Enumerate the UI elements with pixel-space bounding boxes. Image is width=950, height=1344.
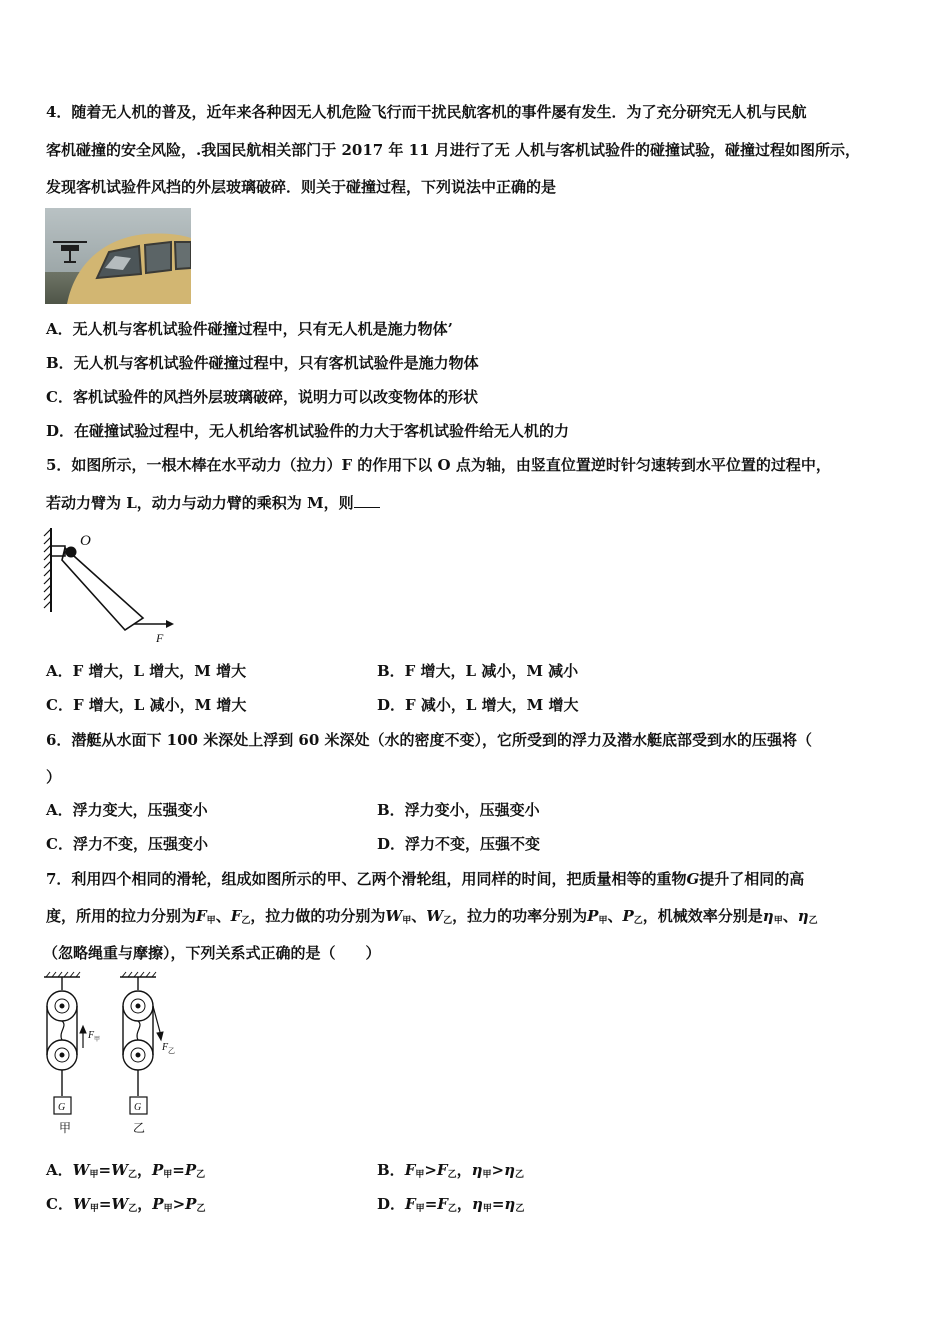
pivot-label: O xyxy=(80,533,91,549)
q6-option-a: A．浮力变大，压强变小 xyxy=(46,801,208,819)
weight-label-1: G xyxy=(58,1102,66,1113)
drone-collision-photo xyxy=(45,208,191,304)
sub-yi: 乙 xyxy=(241,916,251,926)
sep: 、 xyxy=(411,907,427,925)
sub-jia: 甲 xyxy=(402,916,412,926)
opt-sub: 甲 xyxy=(482,1204,492,1214)
opt-sub: 甲 xyxy=(415,1204,425,1214)
q7-option-d xyxy=(377,1194,524,1219)
sub-jia: 甲 xyxy=(206,916,216,926)
opt-sym: η xyxy=(471,1161,483,1179)
force-sub-yi: 乙 xyxy=(168,1047,175,1055)
sub-jia: 甲 xyxy=(598,916,608,926)
q6-option-c: C．浮力不变，压强变小 xyxy=(46,835,208,853)
q6-stem-line1: 6．潜艇从水面下 100 米深处上浮到 60 米深处（水的密度不变），它所受到的浮力及潜水艇底部受到水的压强将（ xyxy=(46,731,813,749)
q4-stem-line1: 4．随着无人机的普及，近年来各种因无人机危险飞行而干扰民航客机的事件屡有发生．为了充分研究无人机与民航 xyxy=(46,103,807,121)
q7-text-5: ，拉力的功率分别为 xyxy=(452,907,588,925)
opt-sub: 甲 xyxy=(163,1170,173,1180)
opt-sym: >F xyxy=(424,1161,448,1179)
weight-label-2: G xyxy=(134,1102,142,1113)
lever-figure xyxy=(40,524,180,646)
q6-option-b: B．浮力变小，压强变小 xyxy=(377,801,540,819)
opt-sep: ， xyxy=(137,1195,153,1213)
opt-letter: A． xyxy=(46,1161,73,1179)
sub-yi: 乙 xyxy=(808,916,818,926)
opt-sym: W xyxy=(72,1195,90,1213)
opt-sub: 甲 xyxy=(415,1170,425,1180)
opt-sym: η xyxy=(471,1195,483,1213)
sym-W2: W xyxy=(426,907,444,925)
opt-sym: F xyxy=(405,1195,416,1213)
q6-option-d: D．浮力不变，压强不变 xyxy=(377,835,541,853)
q4-option-c: C．客机试验件的风挡外层玻璃破碎，说明力可以改变物体的形状 xyxy=(46,388,478,406)
q4-option-a: A．无人机与客机试验件碰撞过程中，只有无人机是施力物体’ xyxy=(46,320,453,338)
opt-sub: 乙 xyxy=(128,1204,138,1214)
opt-sym: W xyxy=(72,1161,90,1179)
sym-eta1: η xyxy=(762,907,774,925)
sym-P2: P xyxy=(622,907,634,925)
q7-stem-line1 xyxy=(46,869,804,889)
q5-stem-text: 若动力臂为 L，动力与动力臂的乘积为 M，则 xyxy=(46,494,354,512)
sym-eta2: η xyxy=(797,907,809,925)
opt-letter: B． xyxy=(377,1161,405,1179)
force-label-jia: F xyxy=(88,1030,95,1041)
sep: 、 xyxy=(607,907,623,925)
force-label: F xyxy=(156,631,164,645)
q5-option-d: D．F 减小，L 增大，M 增大 xyxy=(377,696,579,714)
q4-stem-line2: 客机碰撞的安全风险，.我国民航相关部门于 2017 年 11 月进行了无 人机与客机试验件的碰撞试验，碰撞过程如图所示， xyxy=(46,141,860,159)
q7-text-3: 度，所用的拉力分别为 xyxy=(46,907,197,925)
opt-sym: =P xyxy=(172,1161,197,1179)
q7-text-1: 7．利用四个相同的滑轮，组成如图所示的甲、乙两个滑轮组，用同样的时间，把质量相等的重物 xyxy=(46,870,687,888)
q4-option-d: D．在碰撞试验过程中，无人机给客机试验件的力大于客机试验件给无人机的力 xyxy=(46,422,570,440)
answer-blank xyxy=(354,493,380,508)
q7-option-a xyxy=(46,1160,205,1185)
opt-sym: =η xyxy=(491,1195,516,1213)
pulley-figure xyxy=(38,970,188,1138)
sub-yi: 乙 xyxy=(443,916,453,926)
q4-option-b: B．无人机与客机试验件碰撞过程中，只有客机试验件是施力物体 xyxy=(46,354,479,372)
opt-sym: >P xyxy=(172,1195,197,1213)
opt-sym: >η xyxy=(491,1161,516,1179)
opt-sep: ， xyxy=(456,1195,472,1213)
opt-sub: 甲 xyxy=(89,1204,99,1214)
q7-stem-line3: （忽略绳重与摩擦），下列关系式正确的是（ ） xyxy=(43,944,381,962)
opt-sub: 乙 xyxy=(515,1170,525,1180)
q7-option-b xyxy=(377,1160,524,1185)
opt-sep: ， xyxy=(136,1161,152,1179)
opt-sym: P xyxy=(152,1195,164,1213)
opt-sym: =W xyxy=(98,1195,129,1213)
opt-sub: 乙 xyxy=(515,1204,525,1214)
sym-W1: W xyxy=(385,907,403,925)
q7-stem-line2 xyxy=(46,906,818,931)
opt-letter: D． xyxy=(377,1195,406,1213)
opt-sym: P xyxy=(151,1161,164,1179)
force-sub-jia: 甲 xyxy=(94,1037,101,1043)
sep: 、 xyxy=(215,907,231,925)
q4-stem-line3: 发现客机试验件风挡的外层玻璃破碎．则关于碰撞过程，下列说法中正确的是 xyxy=(46,178,557,196)
caption-yi: 乙 xyxy=(133,1121,146,1135)
q5-option-c: C．F 增大，L 减小，M 增大 xyxy=(46,696,247,714)
sym-F2: F xyxy=(230,907,242,925)
q6-stem-line2: ） xyxy=(46,768,62,786)
opt-sub: 乙 xyxy=(127,1170,137,1180)
force-label-yi: F xyxy=(162,1042,169,1053)
q7-text-4: ，拉力做的功分别为 xyxy=(250,907,386,925)
opt-sym: =W xyxy=(98,1161,128,1179)
sub-yi: 乙 xyxy=(633,916,643,926)
q7-G: G xyxy=(686,870,700,888)
opt-letter: C． xyxy=(46,1195,73,1213)
q7-text-6: ，机械效率分别是 xyxy=(642,907,763,925)
opt-sub: 乙 xyxy=(447,1204,457,1214)
opt-sub: 乙 xyxy=(447,1170,457,1180)
q7-text-2: 提升了相同的高 xyxy=(699,870,805,888)
opt-sym: =F xyxy=(424,1195,448,1213)
q5-stem-line2 xyxy=(46,493,380,513)
opt-sep: ， xyxy=(456,1161,472,1179)
sym-F1: F xyxy=(196,907,207,925)
opt-sym: F xyxy=(404,1161,416,1179)
opt-sub: 甲 xyxy=(482,1170,492,1180)
opt-sub: 乙 xyxy=(196,1204,206,1214)
opt-sub: 乙 xyxy=(196,1170,206,1180)
q5-option-a: A．F 增大，L 增大，M 增大 xyxy=(46,662,247,680)
sep: 、 xyxy=(782,907,798,925)
sub-jia: 甲 xyxy=(773,916,783,926)
q5-option-b: B．F 增大，L 减小，M 减小 xyxy=(377,662,579,680)
opt-sub: 甲 xyxy=(163,1204,173,1214)
q5-stem-line1: 5．如图所示，一根木棒在水平动力（拉力）F 的作用下以 O 点为轴，由竖直位置逆时针匀速转到水平位置的过程中， xyxy=(46,456,831,474)
sym-P1: P xyxy=(587,907,599,925)
opt-sub: 甲 xyxy=(89,1170,99,1180)
q7-option-c xyxy=(46,1194,205,1219)
caption-jia: 甲 xyxy=(59,1121,72,1135)
